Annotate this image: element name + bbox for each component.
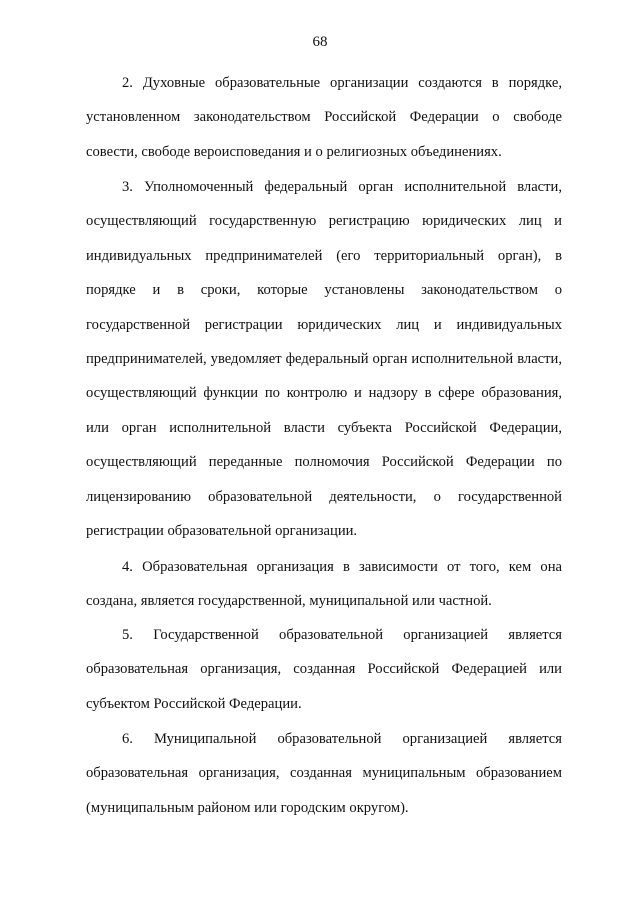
page-number: 68 (312, 34, 328, 50)
paragraph-4: 4. Образовательная организация в зависимости от того, кем она создана, является государственной, муниципальной или частной. (86, 559, 562, 610)
paragraph-5: 5. Государственной образовательной организацией является образовательная организация, созданная Российской Федерацией или субъектом Российской Федерации. (86, 627, 562, 712)
paragraph-3: 3. Уполномоченный федеральный орган исполнительной власти, осуществляющий государственную регистрацию юридических лиц и индивидуальных предпринимателей (его территориальный орган), в порядке и в сроки, которые установлены законодательством о государственной регистрации юридических лиц и индивидуальных предпринимателей, уведомляет федеральный орган исполнительной власти, осуществляющий функции по контролю и надзору в сфере образования, или орган исполнительной власти субъекта Российской Федерации, осуществляющий переданные полномочия Российской Федерации по лицензированию образовательной деятельности, о государственной регистрации образовательной организации. (86, 179, 562, 540)
paragraph-6: 6. Муниципальной образовательной организацией является образовательная организация, созданная муниципальным образованием (муниципальным районом или городским округом). (86, 731, 562, 816)
paragraph-2: 2. Духовные образовательные организации создаются в порядке, установленном законодательством Российской Федерации о свободе совести, свободе вероисповедания и о религиозных объединениях. (86, 75, 562, 160)
